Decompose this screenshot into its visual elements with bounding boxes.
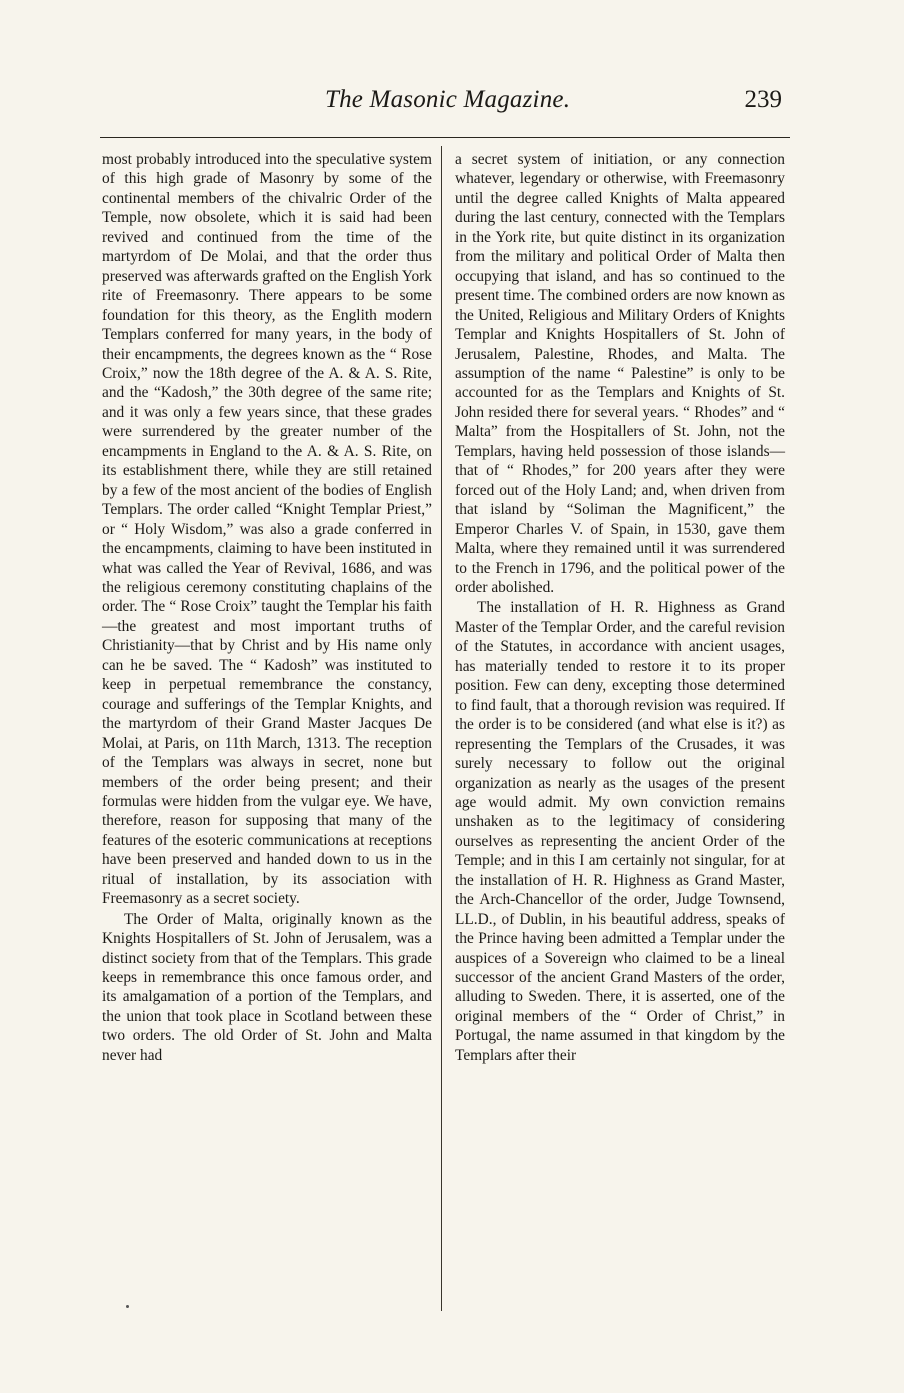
- header-rule: [100, 137, 790, 138]
- left-paragraph-1: most probably introduced into the speculative system of this high grade of Masonry by some of the continental members of the chivalric Order of the Temple, now obsolete, which it is said had been revived and continued from the time of the martyrdom of De Molai, and that the order thus preserved was afterwards grafted on the English York rite of Freemasonry. There appears to be some foundation for this theory, as the Englith modern Templars conferred for many years, in the body of their encampments, the degrees known as the “ Rose Croix,” now the 18th degree of the A. & A. S. Rite, and the “Kadosh,” the 30th degree of the same rite; and it was only a few years since, that these grades were surrendered by the greater number of the encampments in England to the A. & A. S. Rite, on its establishment there, while they are still retained by a few of the most ancient of the bodies of English Templars. The order called “Knight Templar Priest,” or “ Holy Wisdom,” was also a grade conferred in the encampments, claiming to have been instituted in what was called the Year of Revival, 1686, and was the religious ceremony constituting chaplains of the order. The “ Rose Croix” taught the Templar his faith—the greatest and most important truths of Christianity—that by Christ and by His name only can he be saved. The “ Kadosh” was instituted to keep in perpetual remembrance the constancy, courage and sufferings of the Templar Knights, and the martyrdom of their Grand Master Jacques De Molai, at Paris, on 11th March, 1313. The reception of the Templars was always in secret, none but members of the order being present; and their formulas were hidden from the vulgar eye. We have, therefore, reason for supposing that many of the features of the esoteric communications at receptions have been preserved and handed down to us in the ritual of installation, by its association with Freemasonry as a secret society.: [102, 151, 432, 908]
- right-paragraph-1: a secret system of initiation, or any connection whatever, legendary or otherwise, with Freemasonry until the degree called Knights of Malta appeared during the last century, connected with the Templars in the York rite, but quite distinct in its organization from the military and political Order of Malta then occupying that island, and has so continued to the present time. The combined orders are now known as the United, Religious and Military Orders of Knights Templar and Knights Hospitallers of St. John of Jerusalem, Palestine, Rhodes, and Malta. The assumption of the name “ Palestine” is only to be accounted for as the Templars and Knights of St. John resided there for several years. “ Rhodes” and “ Malta” from the Hospitallers of St. John, not the Templars, having held possession of those islands—that of “ Rhodes,” for 200 years after they were forced out of the Holy Land; and, when driven from that island by “Soliman the Magnificent,” the Emperor Charles V. of Spain, in 1530, gave them Malta, where they remained until it was surrendered to the French in 1796, and the political power of the order abolished.: [455, 151, 785, 596]
- page-header: [100, 82, 790, 122]
- column-divider: [441, 146, 442, 1311]
- left-paragraph-2: The Order of Malta, originally known as the Knights Hospitallers of St. John of Jerusalem, was a distinct society from that of the Templars. This grade keeps in remembrance this once famous order, and its amalgamation of a portion of the Templars, and the union that took place in Scotland between these two orders. The old Order of St. John and Malta never had: [102, 910, 432, 1064]
- ink-speck: [126, 1305, 129, 1308]
- right-column: [455, 150, 785, 1320]
- running-title: The Masonic Magazine.: [325, 86, 571, 113]
- page-number: 239: [744, 86, 782, 113]
- left-column: [102, 150, 432, 1320]
- right-paragraph-2: The installation of H. R. Highness as Grand Master of the Templar Order, and the careful revision of the Statutes, in accordance with ancient usages, has materially tended to restore it to its proper position. Few can deny, excepting those determined to find fault, that a thorough revision was required. If the order is to be considered (and what else is it?) as representing the Templars of the Crusades, it was surely necessary to follow out the original organization as nearly as the usages of the present age would admit. My own conviction remains unshaken as to the legitimacy of considering ourselves as representing the ancient Order of the Temple; and in this I am certainly not singular, for at the installation of H. R. Highness as Grand Master, the Arch-Chancellor of the order, Judge Townsend, LL.D., of Dublin, in his beautiful address, speaks of the Prince having been admitted a Templar under the auspices of a Sovereign who claimed to be a lineal successor of the ancient Grand Masters of the order, alluding to Sweden. There, it is asserted, one of the original members of the “ Order of Christ,” in Portugal, the name assumed in that kingdom by the Templars after their: [455, 599, 785, 1064]
